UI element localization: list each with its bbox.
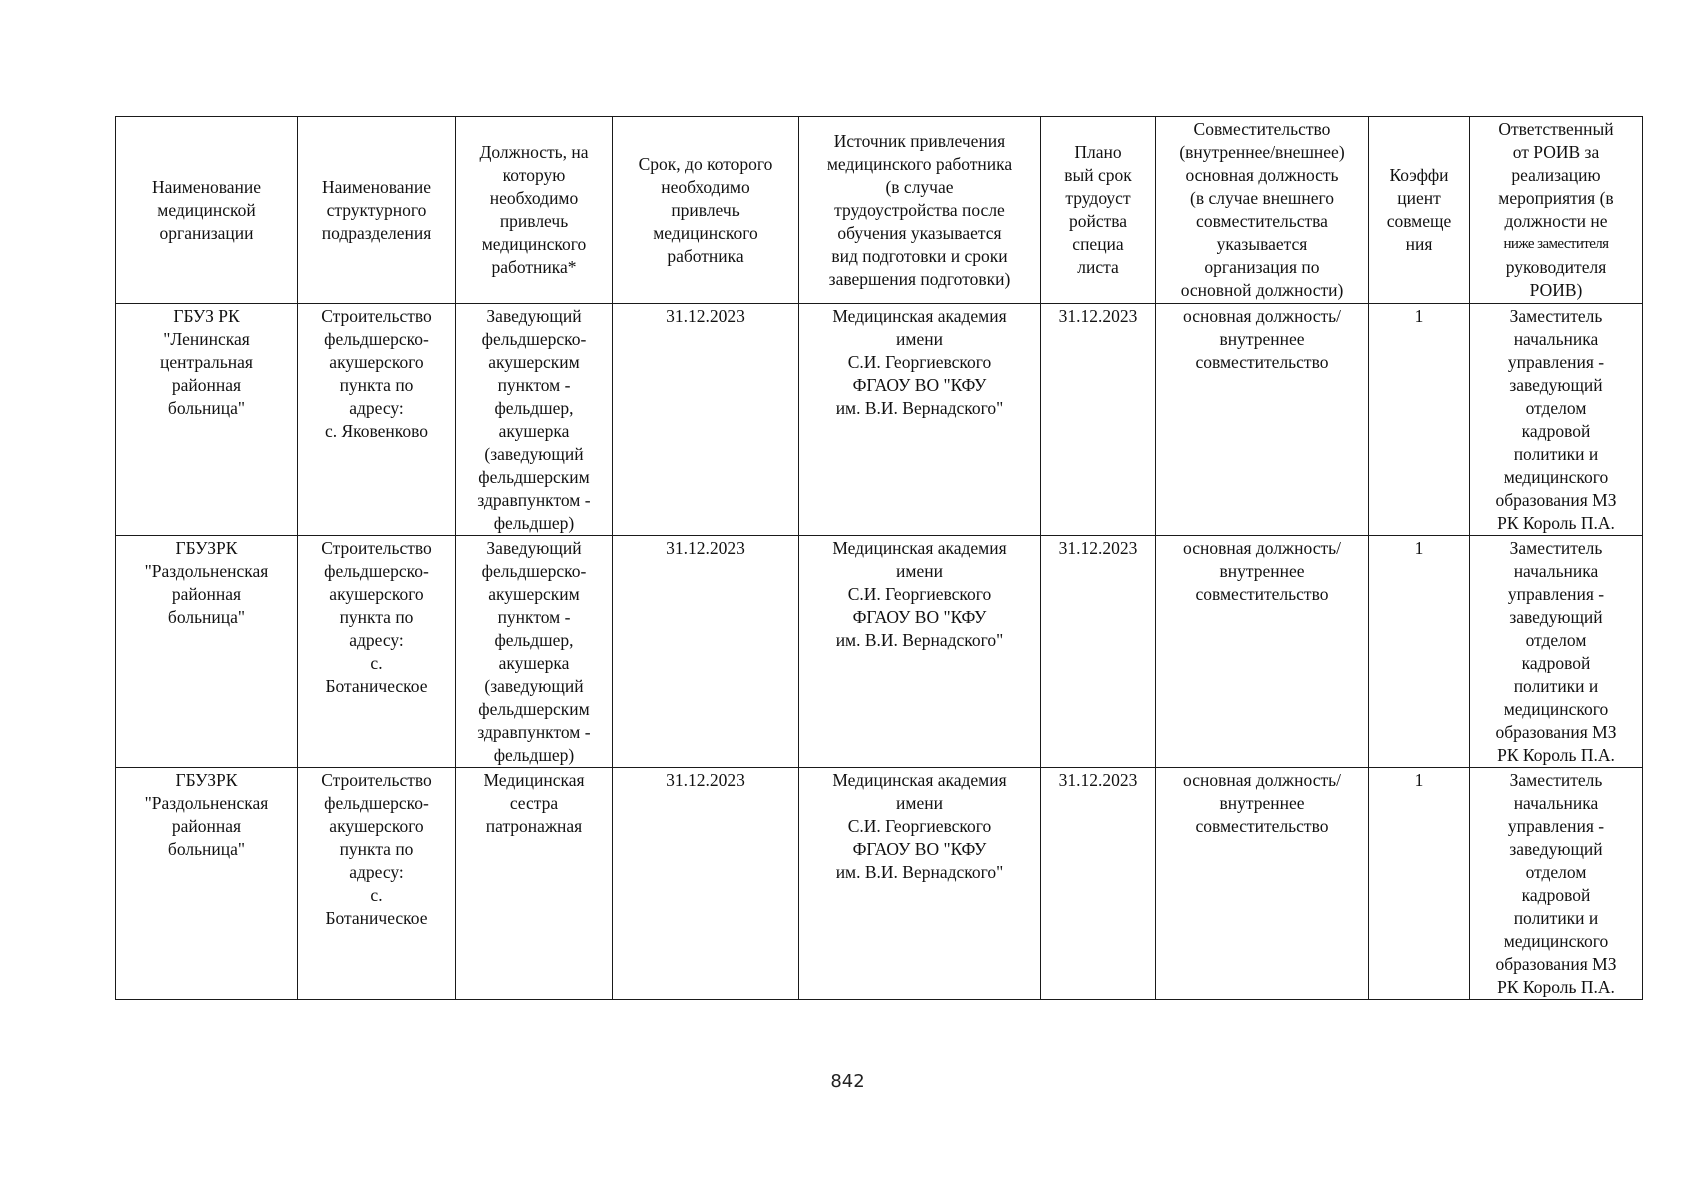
cell-source: Медицинская академия имени С.И. Георгиевского ФГАОУ ВО "КФУ им. В.И. Вернадского" [799,536,1041,768]
header-combination: Совместительство (внутреннее/внешнее) основная должность (в случае внешнего совместительства указывается организация по основной должности) [1156,117,1369,304]
header-responsible-small-line: ниже заместителя [1503,236,1609,252]
cell-position: Заведующий фельдшерско- акушерским пунктом - фельдшер, акушерка (заведующий фельдшерским здравпунктом - фельдшер) [456,536,613,768]
cell-responsible: Заместитель начальника управления - заведующий отделом кадровой политики и медицинского образования МЗ РК Король П.А. [1470,768,1643,1000]
cell-coefficient: 1 [1369,536,1470,768]
cell-source: Медицинская академия имени С.И. Георгиевского ФГАОУ ВО "КФУ им. В.И. Вернадского" [799,304,1041,536]
cell-planned-date: 31.12.2023 [1041,304,1156,536]
cell-unit: Строительство фельдшерско- акушерского пункта по адресу: с. Яковенково [298,304,456,536]
cell-deadline: 31.12.2023 [613,768,799,1000]
table-row [116,768,1643,1000]
header-position: Должность, на которую необходимо привлечь медицинского работника* [456,117,613,304]
cell-deadline: 31.12.2023 [613,304,799,536]
cell-unit: Строительство фельдшерско- акушерского пункта по адресу: с. Ботаническое [298,768,456,1000]
cell-coefficient: 1 [1369,304,1470,536]
cell-organization: ГБУЗРК "Раздольненская районная больница" [116,536,298,768]
header-planned-date: Плано вый срок трудоуст ройства специа листа [1041,117,1156,304]
cell-organization: ГБУЗРК "Раздольненская районная больница" [116,768,298,1000]
page-number: 842 [830,1071,865,1092]
cell-deadline: 31.12.2023 [613,536,799,768]
header-organization: Наименование медицинской организации [116,117,298,304]
header-deadline: Срок, до которого необходимо привлечь медицинского работника [613,117,799,304]
table-row [116,536,1643,768]
table-header-row [116,117,1643,304]
cell-position: Заведующий фельдшерско- акушерским пунктом - фельдшер, акушерка (заведующий фельдшерским здравпунктом - фельдшер) [456,304,613,536]
cell-unit: Строительство фельдшерско- акушерского пункта по адресу: с. Ботаническое [298,536,456,768]
cell-coefficient: 1 [1369,768,1470,1000]
cell-planned-date: 31.12.2023 [1041,768,1156,1000]
staffing-table [115,116,1643,1000]
cell-source: Медицинская академия имени С.И. Георгиевского ФГАОУ ВО "КФУ им. В.И. Вернадского" [799,768,1041,1000]
table-row [116,304,1643,536]
cell-combination: основная должность/ внутреннее совместительство [1156,536,1369,768]
cell-responsible: Заместитель начальника управления - заведующий отделом кадровой политики и медицинского образования МЗ РК Король П.А. [1470,536,1643,768]
cell-combination: основная должность/ внутреннее совместительство [1156,304,1369,536]
header-coefficient: Коэффи циент совмеще ния [1369,117,1470,304]
header-responsible: Ответственный от РОИВ за реализацию мероприятия (в должности не ниже заместителя руководителя РОИВ) [1470,117,1643,304]
cell-combination: основная должность/ внутреннее совместительство [1156,768,1369,1000]
header-source: Источник привлечения медицинского работника (в случае трудоустройства после обучения указывается вид подготовки и сроки завершения подготовки) [799,117,1041,304]
cell-planned-date: 31.12.2023 [1041,536,1156,768]
cell-position: Медицинская сестра патронажная [456,768,613,1000]
cell-organization: ГБУЗ РК "Ленинская центральная районная больница" [116,304,298,536]
header-unit: Наименование структурного подразделения [298,117,456,304]
cell-responsible: Заместитель начальника управления - заведующий отделом кадровой политики и медицинского образования МЗ РК Король П.А. [1470,304,1643,536]
